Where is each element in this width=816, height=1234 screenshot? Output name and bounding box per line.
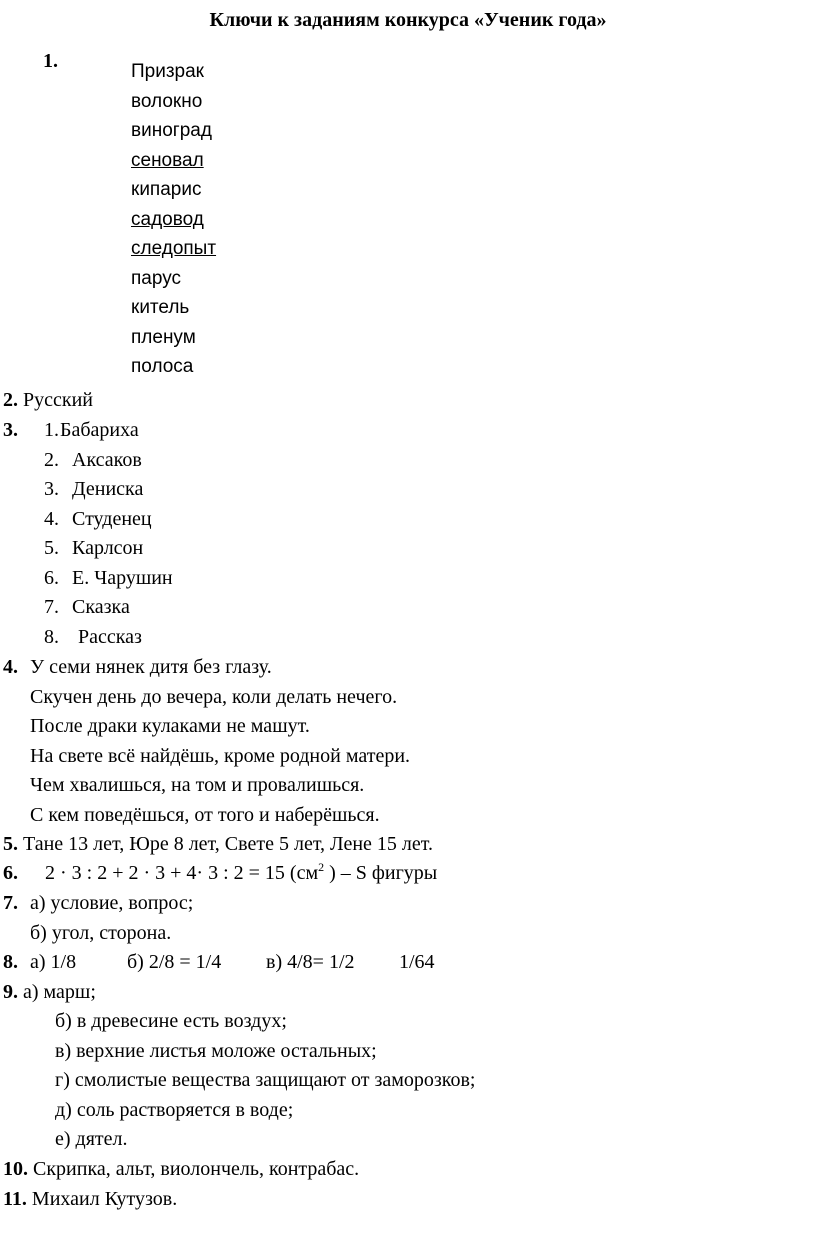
q3-item (44, 505, 173, 535)
q11-number: 11. (3, 1188, 27, 1210)
q6-formula-end: ) – S фигуры (324, 862, 438, 884)
q3-item (44, 446, 173, 476)
q9-answers (55, 1007, 476, 1155)
q3-item (44, 593, 173, 623)
q4-proverb: С кем поведёшься, от того и наберёшься. (30, 803, 380, 826)
q1-word: полоса (131, 356, 194, 377)
q3-item (44, 564, 173, 594)
q10-answer: Скрипка, альт, виолончель, контрабас. (33, 1158, 360, 1180)
q3-item-text: Карлсон (72, 537, 144, 559)
q3-item-number: 6. (44, 566, 59, 589)
q7-answers (30, 889, 193, 948)
q3-item-text: Студенец (72, 507, 152, 530)
q6-formula: 2 · 3 : 2 + 2 · 3 + 4· 3 : 2 = 15 (см (45, 862, 319, 884)
q8-part-c: в) 4/8= 1/2 (266, 951, 355, 973)
q7-answer-b: б) угол, сторона. (30, 921, 172, 944)
q3-item-number: 8. (44, 625, 59, 648)
q1-word-list (131, 57, 216, 382)
q4-proverb: После драки кулаками не машут. (30, 715, 310, 737)
q4-proverb: На свете всё найдёшь, кроме родной матери. (30, 744, 411, 767)
q1-word: сеновал (131, 149, 204, 171)
q9-answer: в) верхние листья моложе остальных; (55, 1039, 377, 1062)
q8-number: 8. (3, 951, 18, 973)
q8-part-a: а) 1/8 (30, 951, 77, 973)
q3-item (44, 475, 173, 505)
q2-answer: Русский (23, 389, 93, 411)
q8-part-d: 1/64 (399, 951, 435, 973)
q3-item-text: Бабариха (60, 419, 139, 441)
q1-word: пленум (131, 326, 196, 348)
q9-answer: г) смолистые вещества защищают от заморозков; (55, 1069, 476, 1091)
q6-superscript: 2 (318, 860, 325, 874)
q3-item-text: Аксаков (72, 448, 142, 471)
q9-line (3, 978, 96, 1008)
q8-line (3, 948, 18, 978)
q7-number: 7. (3, 892, 18, 914)
q7-answer-a: а) условие, вопрос; (30, 892, 194, 914)
q1-number: 1. (43, 50, 58, 72)
q10-number: 10. (3, 1158, 28, 1180)
q3-item (44, 623, 173, 653)
q1-word: парус (131, 267, 181, 289)
q1-word: китель (131, 297, 190, 318)
q4-number: 4. (3, 656, 18, 678)
q3-item (44, 534, 173, 564)
q1-word: волокно (131, 90, 203, 112)
q3-item-number: 1. (44, 419, 59, 441)
q2-line (3, 386, 93, 416)
q3-item-number: 3. (44, 478, 59, 500)
q5-answer: Тане 13 лет, Юре 8 лет, Свете 5 лет, Лене 15 лет. (23, 833, 434, 855)
q3-list (44, 416, 173, 652)
q3-item-number: 2. (44, 448, 59, 471)
q9-answer-a: а) марш; (23, 981, 96, 1003)
q3-item-number: 5. (44, 537, 59, 559)
q5-number: 5. (3, 833, 18, 855)
q1-word: следопыт (131, 238, 217, 259)
q4-proverb: У семи нянек дитя без глазу. (30, 656, 272, 678)
q6-number: 6. (3, 862, 18, 884)
q1-word: Призрак (131, 61, 204, 82)
q3-item-number: 7. (44, 596, 59, 618)
q1-word: садовод (131, 208, 204, 230)
q4-proverbs (30, 653, 410, 830)
q2-number: 2. (3, 389, 18, 411)
q1-word: виноград (131, 120, 212, 141)
q3-item-text: Рассказ (78, 625, 142, 648)
q3-item-text: Е. Чарушин (72, 566, 173, 589)
q4-proverb: Скучен день до вечера, коли делать нечего. (30, 685, 398, 708)
q6-line (3, 859, 437, 889)
q9-answer: б) в древесине есть воздух; (55, 1010, 287, 1032)
q3-item-text: Сказка (72, 596, 130, 618)
q8-part-b: б) 2/8 = 1/4 (127, 951, 222, 973)
q11-line (3, 1185, 177, 1215)
q9-answer: е) дятел. (55, 1128, 128, 1150)
q9-answer: д) соль растворяется в воде; (55, 1098, 294, 1121)
q11-answer: Михаил Кутузов. (31, 1188, 178, 1210)
q5-line (3, 830, 433, 860)
q3-item (44, 416, 173, 446)
q3-number: 3. (3, 419, 18, 441)
q3-item-text: Дениска (72, 478, 144, 500)
q10-line (3, 1155, 359, 1185)
q3-item-number: 4. (44, 507, 59, 530)
page-title: Ключи к заданиям конкурса «Ученик года» (209, 9, 607, 31)
q9-number: 9. (3, 981, 18, 1003)
q1-word: кипарис (131, 179, 202, 200)
q4-proverb: Чем хвалишься, на том и провалишься. (30, 774, 365, 796)
